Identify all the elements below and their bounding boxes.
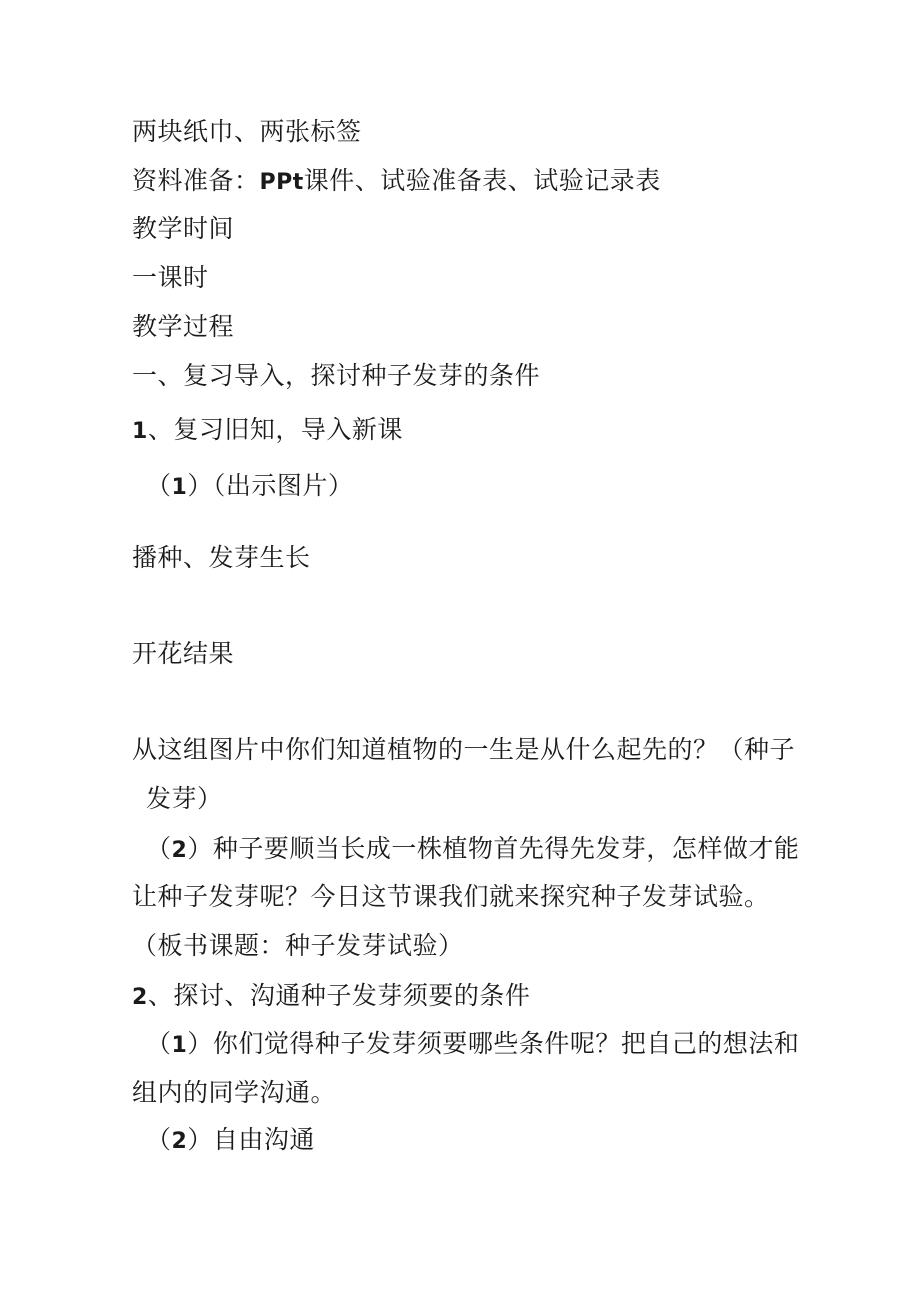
ppt-text: PPt (259, 170, 304, 195)
image-caption-flowering: 开花结果 (132, 639, 235, 668)
image-caption-sowing: 播种、发芽生长 (132, 543, 311, 572)
step-2-item-2 (146, 1124, 315, 1158)
paren-open: （ (146, 1125, 172, 1154)
item-number: 2 (171, 838, 188, 863)
question-line: 从这组图片中你们知道植物的一生是从什么起先的？（种子 (132, 735, 796, 764)
resources-list: 课件、试验准备表、试验记录表 (303, 166, 661, 195)
heading-teaching-process: 教学过程 (132, 312, 235, 341)
paren-open: （ (146, 471, 172, 500)
item-2-continuation: 让种子发芽呢？今日这节课我们就来探究种子发芽试验。 (132, 882, 770, 911)
item-text: ）你们觉得种子发芽须要哪些条件呢？把自己的想法和 (187, 1029, 800, 1058)
item-text: ）种子要顺当长成一株植物首先得先发芽，怎样做才能 (187, 834, 800, 863)
step-number: 2 (132, 985, 148, 1010)
section-one-title: 一、复习导入，探讨种子发芽的条件 (132, 361, 541, 390)
question-answer: 发芽） (146, 784, 223, 813)
resources-label: 资料准备： (132, 166, 260, 195)
step-2-item-1 (146, 1028, 799, 1062)
item-number: 1 (171, 1033, 188, 1058)
step-number: 1 (132, 419, 148, 444)
item-number: 2 (171, 1129, 188, 1154)
step-2-title (132, 980, 530, 1014)
heading-teaching-time: 教学时间 (132, 214, 235, 243)
item-number: 1 (171, 475, 188, 500)
blackboard-title: （板书课题：种子发芽试验） (132, 931, 464, 960)
step-text: 、复习旧知，导入新课 (147, 415, 403, 444)
item-text: ）自由沟通 (187, 1125, 315, 1154)
item-text: ）（出示图片） (187, 471, 354, 500)
step-1-title (132, 414, 403, 448)
teaching-time-value: 一课时 (132, 263, 209, 292)
item-1-show-image (146, 470, 353, 504)
resources-line (132, 165, 661, 199)
step-2-item-1-continuation: 组内的同学沟通。 (132, 1078, 337, 1107)
paren-open: （ (146, 834, 172, 863)
item-2-paragraph (146, 833, 799, 867)
step-text: 、探讨、沟通种子发芽须要的条件 (147, 981, 531, 1010)
materials-line: 两块纸巾、两张标签 (132, 117, 362, 146)
paren-open: （ (146, 1029, 172, 1058)
